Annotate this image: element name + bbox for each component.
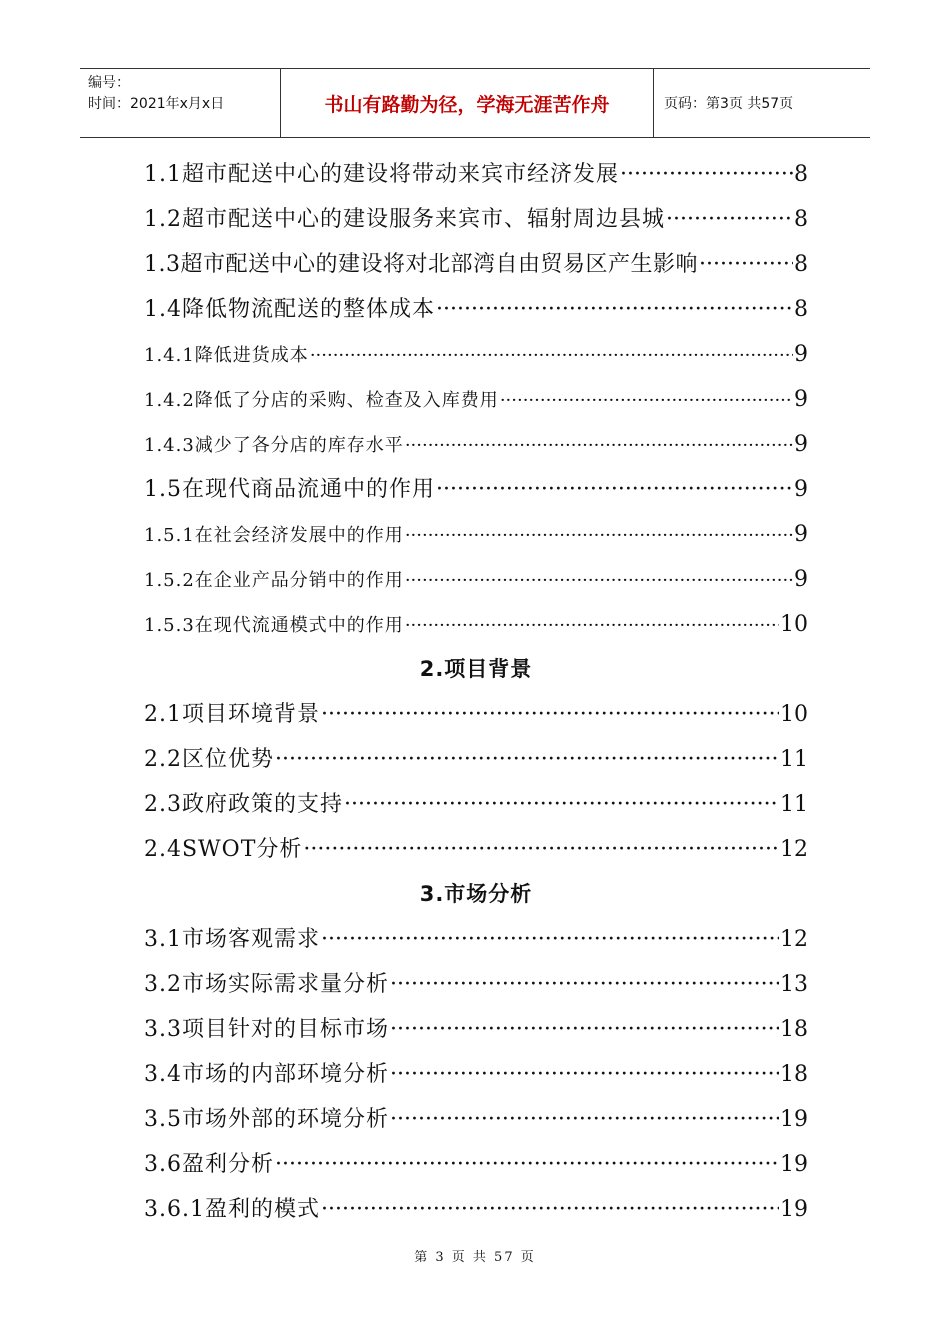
toc-entry-page: 9 (794, 567, 808, 592)
toc-leader (303, 827, 779, 872)
page-header (80, 68, 870, 138)
toc-leader (275, 1142, 779, 1187)
toc-entry-page: 8 (794, 252, 808, 277)
number-label: 编号： (88, 75, 130, 91)
toc-entry[interactable] (144, 242, 808, 287)
toc-leader (321, 1187, 779, 1232)
header-meta (80, 69, 280, 137)
toc-entry[interactable] (144, 827, 808, 872)
toc-leader (275, 737, 779, 782)
toc-entry-page: 12 (780, 927, 808, 952)
toc-leader (321, 692, 779, 737)
toc-entry-label: 2.3政府政策的支持 (144, 792, 343, 817)
toc-entry[interactable] (144, 467, 808, 512)
toc-leader (666, 197, 793, 242)
toc-entry-page: 10 (780, 702, 808, 727)
toc-entry[interactable] (144, 152, 808, 197)
toc-entry[interactable] (144, 1187, 808, 1232)
toc-entry-page: 8 (794, 207, 808, 232)
toc-entry[interactable] (144, 737, 808, 782)
toc-entry-page: 11 (780, 747, 808, 772)
toc-entry-label: 1.3超市配送中心的建设将对北部湾自由贸易区产生影响 (144, 252, 698, 277)
toc-entry[interactable] (144, 422, 808, 467)
toc-entry-page: 18 (780, 1062, 808, 1087)
toc-entry[interactable] (144, 197, 808, 242)
toc-entry-page: 19 (780, 1197, 808, 1222)
toc-entry-label: 1.4降低物流配送的整体成本 (144, 297, 435, 322)
toc-entry-label: 1.5.1在社会经济发展中的作用 (144, 525, 404, 546)
toc-entry-label: 1.4.3减少了各分店的库存水平 (144, 435, 404, 456)
toc-entry-page: 12 (780, 837, 808, 862)
toc-entry[interactable] (144, 512, 808, 557)
toc-entry[interactable] (144, 1142, 808, 1187)
toc-leader (405, 423, 793, 468)
toc-leader (344, 782, 779, 827)
toc-entry-page: 18 (780, 1017, 808, 1042)
header-motto: 书山有路勤为径，学海无涯苦作舟 (280, 69, 654, 137)
toc-entry-label: 1.5.2在企业产品分销中的作用 (144, 570, 404, 591)
toc-entry-label: 3.4市场的内部环境分析 (144, 1062, 389, 1087)
toc-entry-page: 11 (780, 792, 808, 817)
toc-leader (405, 513, 793, 558)
toc-leader (310, 333, 793, 378)
toc-entry-page: 19 (780, 1152, 808, 1177)
toc-entry-label: 1.1超市配送中心的建设将带动来宾市经济发展 (144, 162, 619, 187)
toc-entry-label: 1.2超市配送中心的建设服务来宾市、辐射周边县城 (144, 207, 665, 232)
toc-entry-label: 3.3项目针对的目标市场 (144, 1017, 389, 1042)
toc-entry-label: 3.2市场实际需求量分析 (144, 972, 389, 997)
section-heading: 3.市场分析 (419, 882, 533, 906)
toc-entry-label: 3.5市场外部的环境分析 (144, 1107, 389, 1132)
toc-leader (405, 603, 779, 648)
toc-leader (405, 558, 793, 603)
toc-entry-page: 10 (780, 612, 808, 637)
toc-entry-label: 1.4.2降低了分店的采购、检查及入库费用 (144, 390, 499, 411)
toc-entry[interactable] (144, 692, 808, 737)
toc-entry[interactable] (144, 332, 808, 377)
time-label: 时间：2021年x月x日 (88, 96, 225, 112)
toc-entry-page: 9 (794, 342, 808, 367)
toc-leader (699, 242, 793, 287)
toc-entry-page: 8 (794, 162, 808, 187)
toc-entry[interactable] (144, 1007, 808, 1052)
toc-entry[interactable] (144, 782, 808, 827)
toc-leader (620, 152, 793, 197)
toc-entry-label: 2.2区位优势 (144, 747, 274, 772)
toc-entry-label: 1.5.3在现代流通模式中的作用 (144, 615, 404, 636)
toc-entry-page: 9 (794, 432, 808, 457)
toc-entry[interactable] (144, 1052, 808, 1097)
toc-entry-label: 1.4.1降低进货成本 (144, 345, 309, 366)
toc-entry[interactable] (144, 962, 808, 1007)
toc-entry-label: 1.5在现代商品流通中的作用 (144, 477, 435, 502)
toc-entry-label: 3.6盈利分析 (144, 1152, 274, 1177)
toc-entry-page: 9 (794, 477, 808, 502)
toc-leader (436, 287, 793, 332)
toc-entry-label: 3.6.1盈利的模式 (144, 1197, 320, 1222)
toc-leader (390, 962, 779, 1007)
toc-entry[interactable] (144, 1097, 808, 1142)
toc-leader (390, 1097, 779, 1142)
toc-entry-page: 9 (794, 522, 808, 547)
toc-entry-page: 8 (794, 297, 808, 322)
toc-leader (436, 467, 793, 512)
toc-entry-page: 19 (780, 1107, 808, 1132)
section-heading: 2.项目背景 (419, 657, 533, 681)
toc-entry[interactable] (144, 557, 808, 602)
table-of-contents (144, 152, 808, 1232)
toc-entry[interactable] (144, 287, 808, 332)
toc-leader (500, 378, 793, 423)
toc-leader (390, 1007, 779, 1052)
toc-entry[interactable] (144, 602, 808, 647)
toc-entry[interactable] (144, 917, 808, 962)
toc-entry-label: 3.1市场客观需求 (144, 927, 320, 952)
toc-leader (390, 1052, 779, 1097)
toc-entry-page: 9 (794, 387, 808, 412)
toc-entry-label: 2.4SWOT分析 (144, 837, 303, 862)
toc-entry-label: 2.1项目环境背景 (144, 702, 320, 727)
toc-entry[interactable] (144, 377, 808, 422)
header-page-info: 页码：第3页 共57页 (664, 96, 794, 112)
toc-entry-page: 13 (780, 972, 808, 997)
page-footer: 第 3 页 共 57 页 (414, 1250, 536, 1265)
toc-leader (321, 917, 779, 962)
